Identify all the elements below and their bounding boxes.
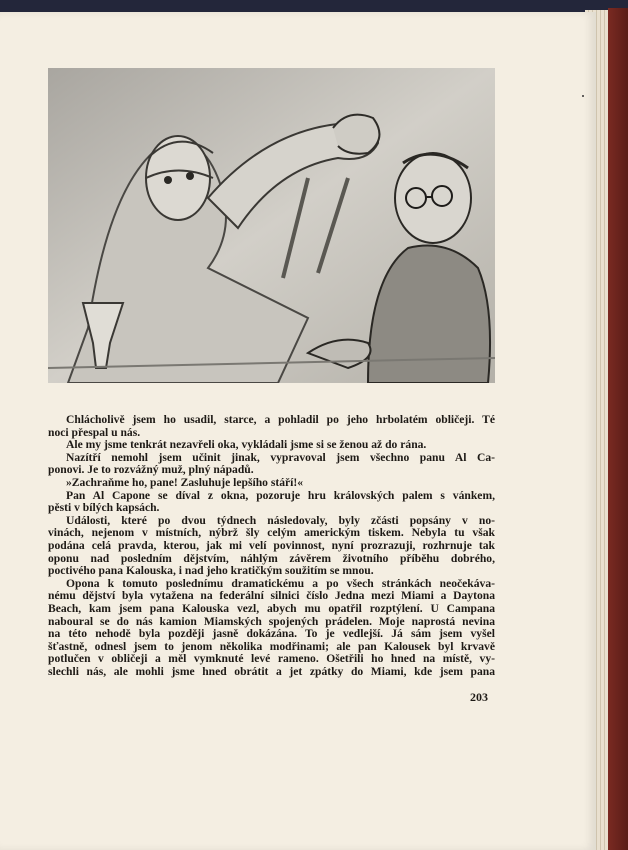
sketch-illustration — [48, 68, 495, 383]
text-line: Beach, kam jsem pana Kalouska vezl, abych mu opatřil rozptýlení. U Campana — [48, 601, 495, 615]
text-line: Události, které po dvou týdnech následovaly, byly zčásti popsány v no- — [66, 513, 495, 527]
text-line: Pan Al Capone se díval z okna, pozoruje hru královských palem s vánkem, — [66, 488, 495, 502]
text-line: »Zachraňme ho, pane! Zasluhuje lepšího stáří!« — [66, 475, 304, 489]
text-line: naboural se do nás kamion Miamských spojených prádelen. Moje naprostá nevina — [48, 614, 495, 628]
text-line: potlučen v obličeji a měl vymknuté levé rameno. Ošetřili ho hned na místě, vy- — [48, 652, 495, 666]
speck — [582, 95, 584, 97]
book-page — [0, 12, 596, 850]
text-line: Nazítří nemohl jsem učinit jinak, vypravoval jsem všechno panu Al Ca- — [66, 450, 495, 464]
text-line: Opona k tomuto poslednímu dramatickému a po všech stránkách neočekáva- — [66, 576, 495, 590]
text-line: šťastně, odnesl jsem to jenom několika modřinami; ale pan Kalousek byl krvavě — [48, 639, 495, 653]
text-line: poctivého pana Kalouska, i nad jeho kratičkým soužitím se mnou. — [48, 564, 374, 578]
background-strip — [0, 0, 628, 12]
body-text — [48, 414, 495, 678]
text-line: nému dějství byla vytažena na federální silnici číslo Jedna mezi Miami a Daytona — [48, 589, 495, 603]
text-line: Chlácholivě jsem ho usadil, starce, a pohladil po jeho hrbolatém obličeji. Té — [66, 413, 495, 426]
page-number: 203 — [470, 690, 488, 704]
text-line: vinách, nejenom v místních, nýbrž šly celým americkým tiskem. Nebyla tu však — [48, 526, 495, 540]
text-line: podána celá pravda, kterou, jak mi velí povinnost, nyní prozrazuji, rozhrnuje tak — [48, 538, 495, 552]
text-line: pěsti v bílých kapsách. — [48, 501, 160, 515]
text-line: na této nehodě byla později jasně dokázána. To je vedlejší. Já sám jsem vyšel — [48, 627, 495, 641]
book-cover-edge — [608, 8, 628, 850]
text-line: oponu nad posledním dějstvím, náhlým závěrem životního příběhu dobrého, — [48, 551, 495, 565]
text-line: slechli nás, ale mohli jsme hned obrátit a jet zpátky do Miami, kde jsem pana — [48, 664, 495, 678]
text-line: noci přespal u nás. — [48, 425, 141, 439]
text-line: Ale my jsme tenkrát nezavřeli oka, vykládali jsme si se ženou až do rána. — [66, 438, 427, 452]
text-line: ponovi. Je to rozvážný muž, plný nápadů. — [48, 463, 254, 477]
